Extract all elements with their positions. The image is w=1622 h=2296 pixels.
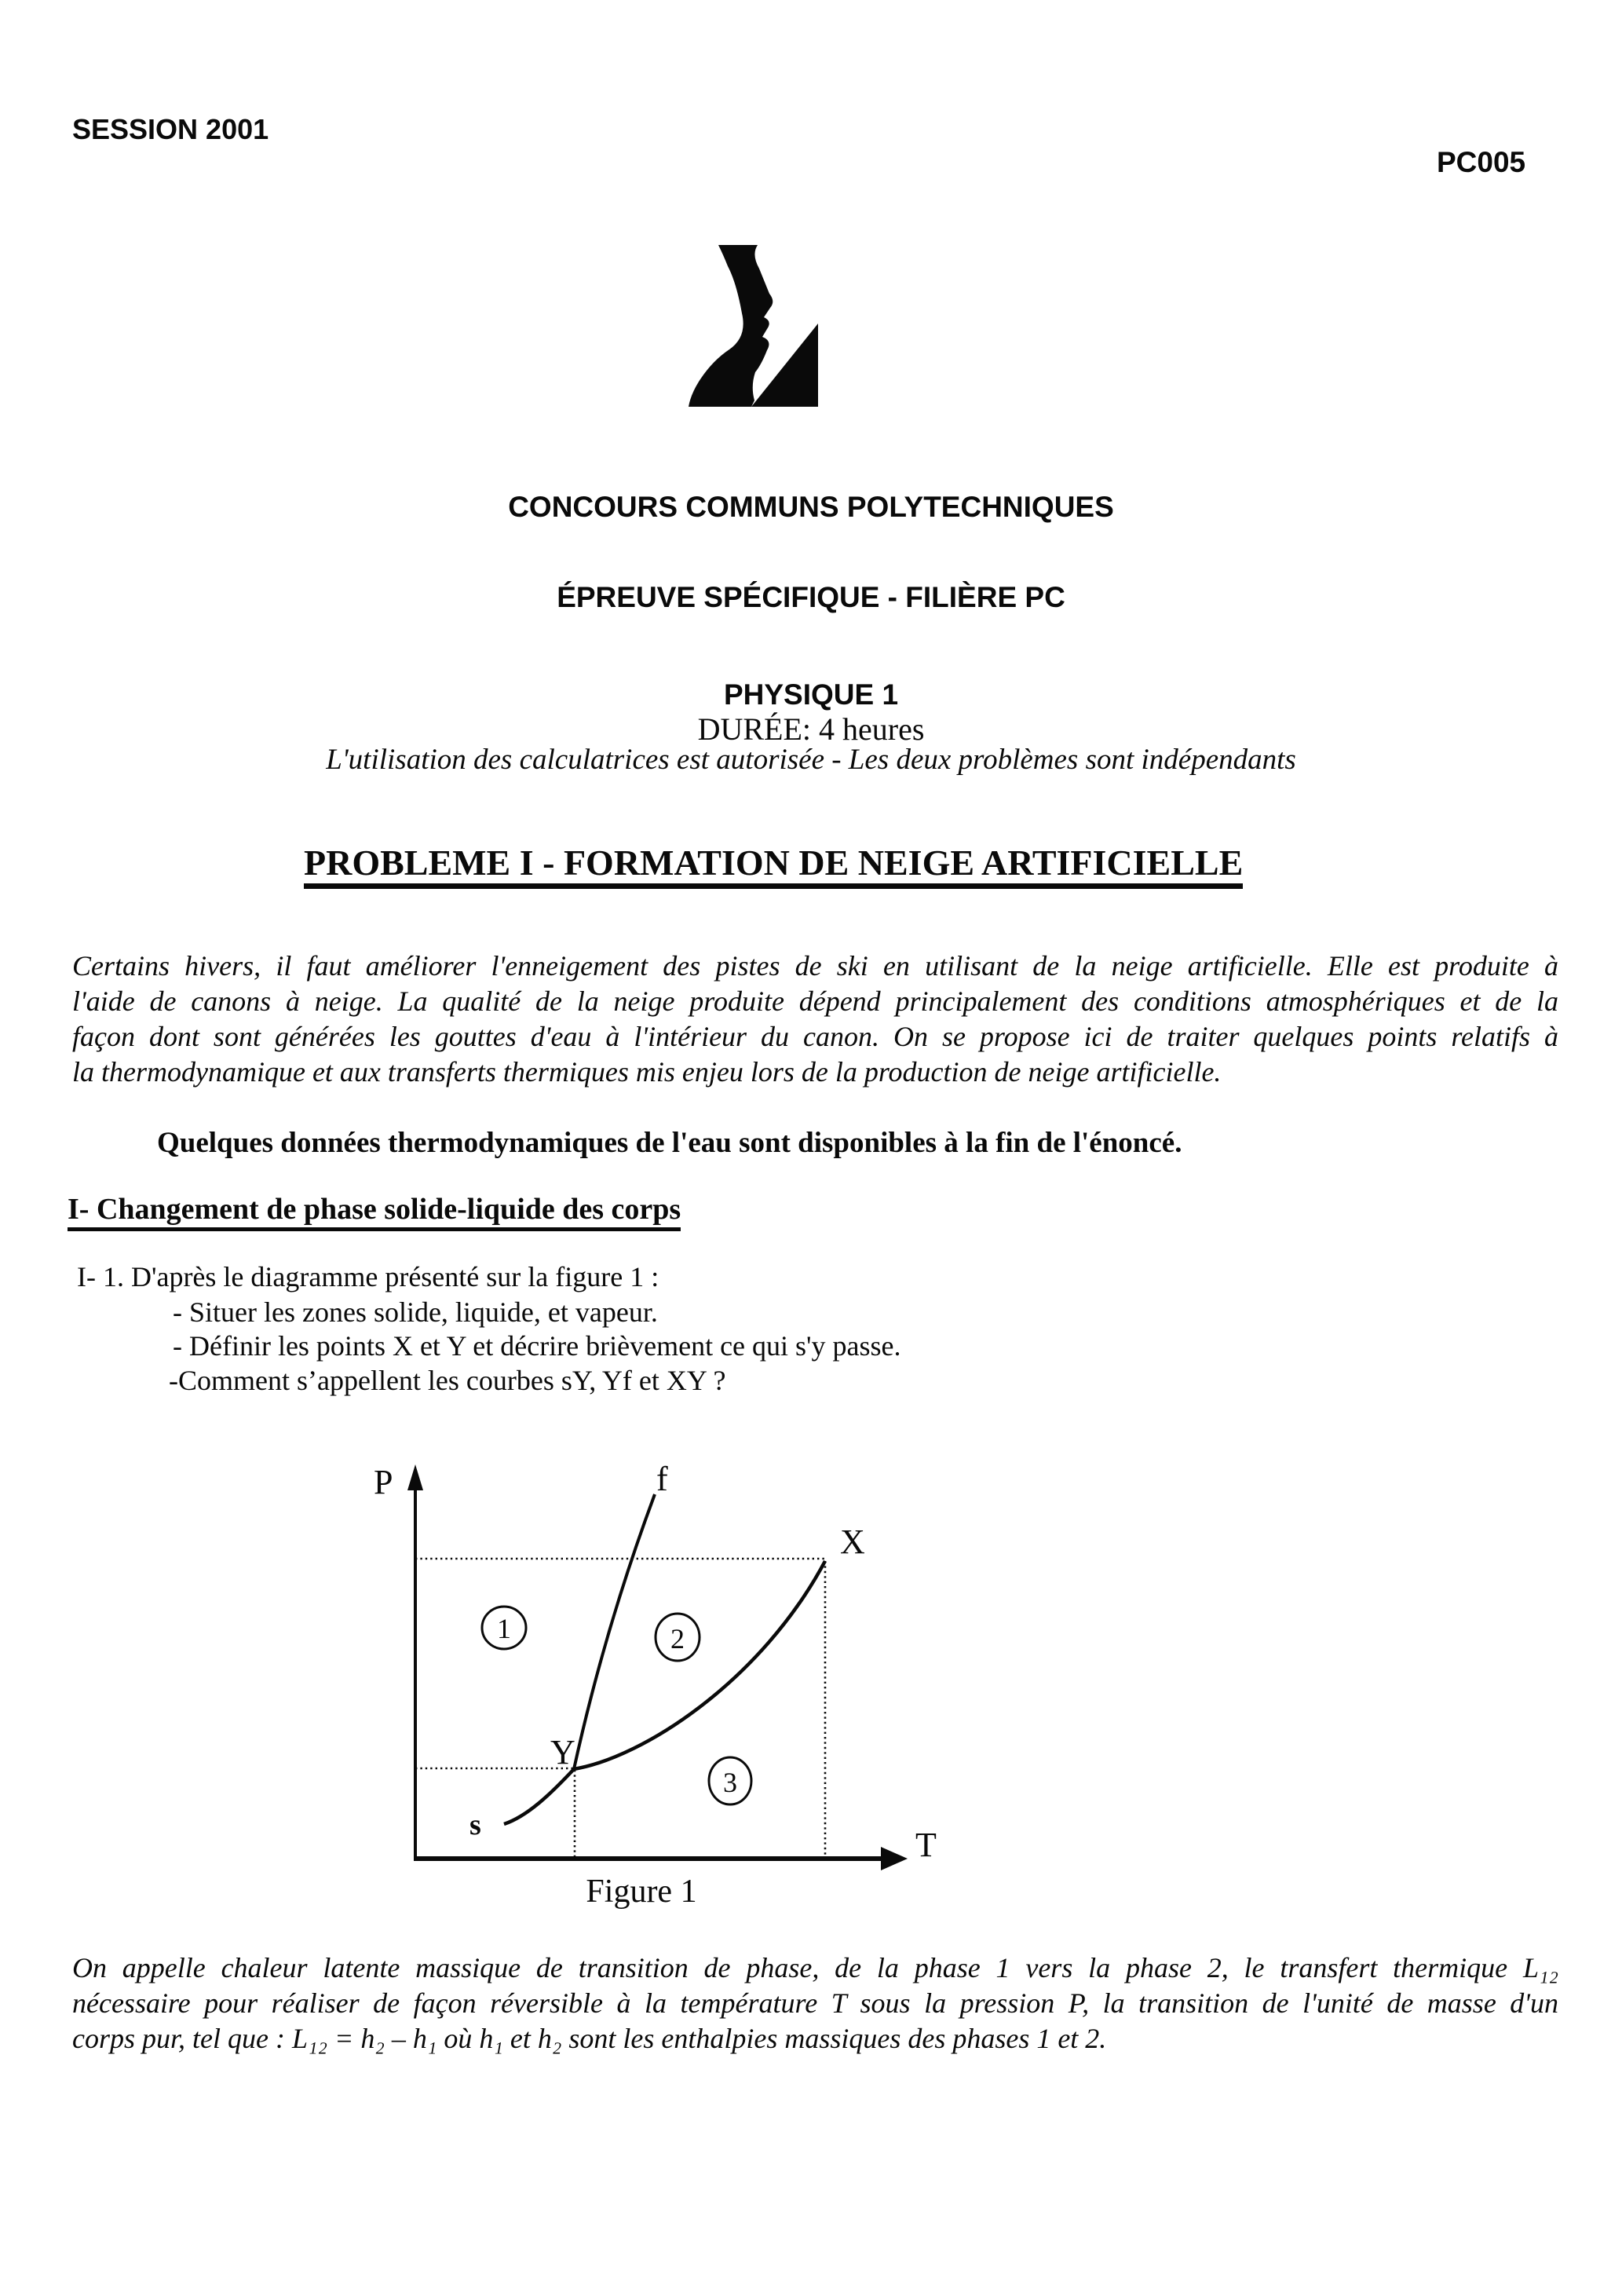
intro-paragraph <box>72 949 1558 1090</box>
paper-code: PC005 <box>1437 146 1526 178</box>
duration-line: DURÉE: 4 heures <box>697 711 925 747</box>
figure-caption: Figure 1 <box>586 1874 697 1910</box>
question-intro: I- 1. D'après le diagramme présenté sur la figure 1 : <box>77 1261 659 1292</box>
intro-line: façon dont sont générées les gouttes d'eau à l'intérieur du canon. On se propose ici de traiter quelques points relatifs à <box>72 1021 1558 1052</box>
subject-title: PHYSIQUE 1 <box>723 678 899 711</box>
ccp-logo <box>689 245 818 410</box>
sublimation-curve <box>504 1769 574 1824</box>
question-item: - Situer les zones solide, liquide, et vapeur. <box>173 1296 658 1328</box>
point-y-label: Y <box>550 1733 575 1771</box>
question-item: - Définir les points X et Y et décrire brièvement ce qui s'y passe. <box>173 1330 901 1362</box>
intro-line: l'aide de canons à neige. La qualité de la neige produite dépend principalement des conditions atmosphériques et de la <box>72 985 1558 1017</box>
p-axis-arrow <box>407 1464 423 1490</box>
closing-line: corps pur, tel que : L₁₂ = h₂ – h₁ où h₁ et h₂ sont les enthalpies massiques des phases 1 et 2. <box>72 2023 1107 2054</box>
fusion-curve <box>574 1494 655 1769</box>
t-axis-arrow <box>881 1847 908 1870</box>
closing-paragraph <box>72 1951 1558 2057</box>
zone-1-label: 1 <box>497 1613 511 1644</box>
fusion-label: f <box>656 1461 668 1498</box>
closing-line: nécessaire pour réaliser de façon réversible à la température T sous la pression P, la transition de l'unité de masse d'un <box>72 1987 1558 2019</box>
exam-title: ÉPREUVE SPÉCIFIQUE - FILIÈRE PC <box>557 581 1065 613</box>
intro-line: Certains hivers, il faut améliorer l'enneigement des pistes de ski en utilisant de la neige artificielle. Elle est produite à <box>72 950 1558 982</box>
problem-heading: PROBLEME I - FORMATION DE NEIGE ARTIFICIELLE <box>304 845 1243 889</box>
t-axis-label: T <box>915 1826 937 1864</box>
intro-line: la thermodynamique et aux transferts thermiques mis enjeu lors de la production de neige artificielle. <box>72 1056 1222 1088</box>
question-item: -Comment s’appellent les courbes sY, Yf et XY ? <box>169 1365 726 1396</box>
zone-3-label: 3 <box>723 1767 737 1798</box>
face-profile-silhouette <box>689 245 773 407</box>
sublimation-label: s <box>469 1808 481 1841</box>
phase-diagram-figure <box>353 1461 966 1920</box>
vaporization-curve <box>574 1561 825 1769</box>
session-label: SESSION 2001 <box>72 113 269 145</box>
section-heading-wrap <box>68 1194 681 1231</box>
point-x-label: X <box>840 1523 865 1561</box>
institution-title: CONCOURS COMMUNS POLYTECHNIQUES <box>508 491 1114 523</box>
data-note: Quelques données thermodynamiques de l'eau sont disponibles à la fin de l'énoncé. <box>157 1127 1182 1159</box>
problem-heading-wrap <box>304 845 1243 889</box>
closing-line: On appelle chaleur latente massique de transition de phase, de la phase 1 vers la phase 2, le transfert thermique L₁₂ <box>72 1952 1558 1983</box>
calculator-notice: L'utilisation des calculatrices est autorisée - Les deux problèmes sont indépendants <box>326 744 1296 776</box>
section-heading: I- Changement de phase solide-liquide des corps <box>68 1194 681 1231</box>
zone-2-label: 2 <box>670 1623 685 1654</box>
p-axis-label: P <box>374 1463 393 1501</box>
